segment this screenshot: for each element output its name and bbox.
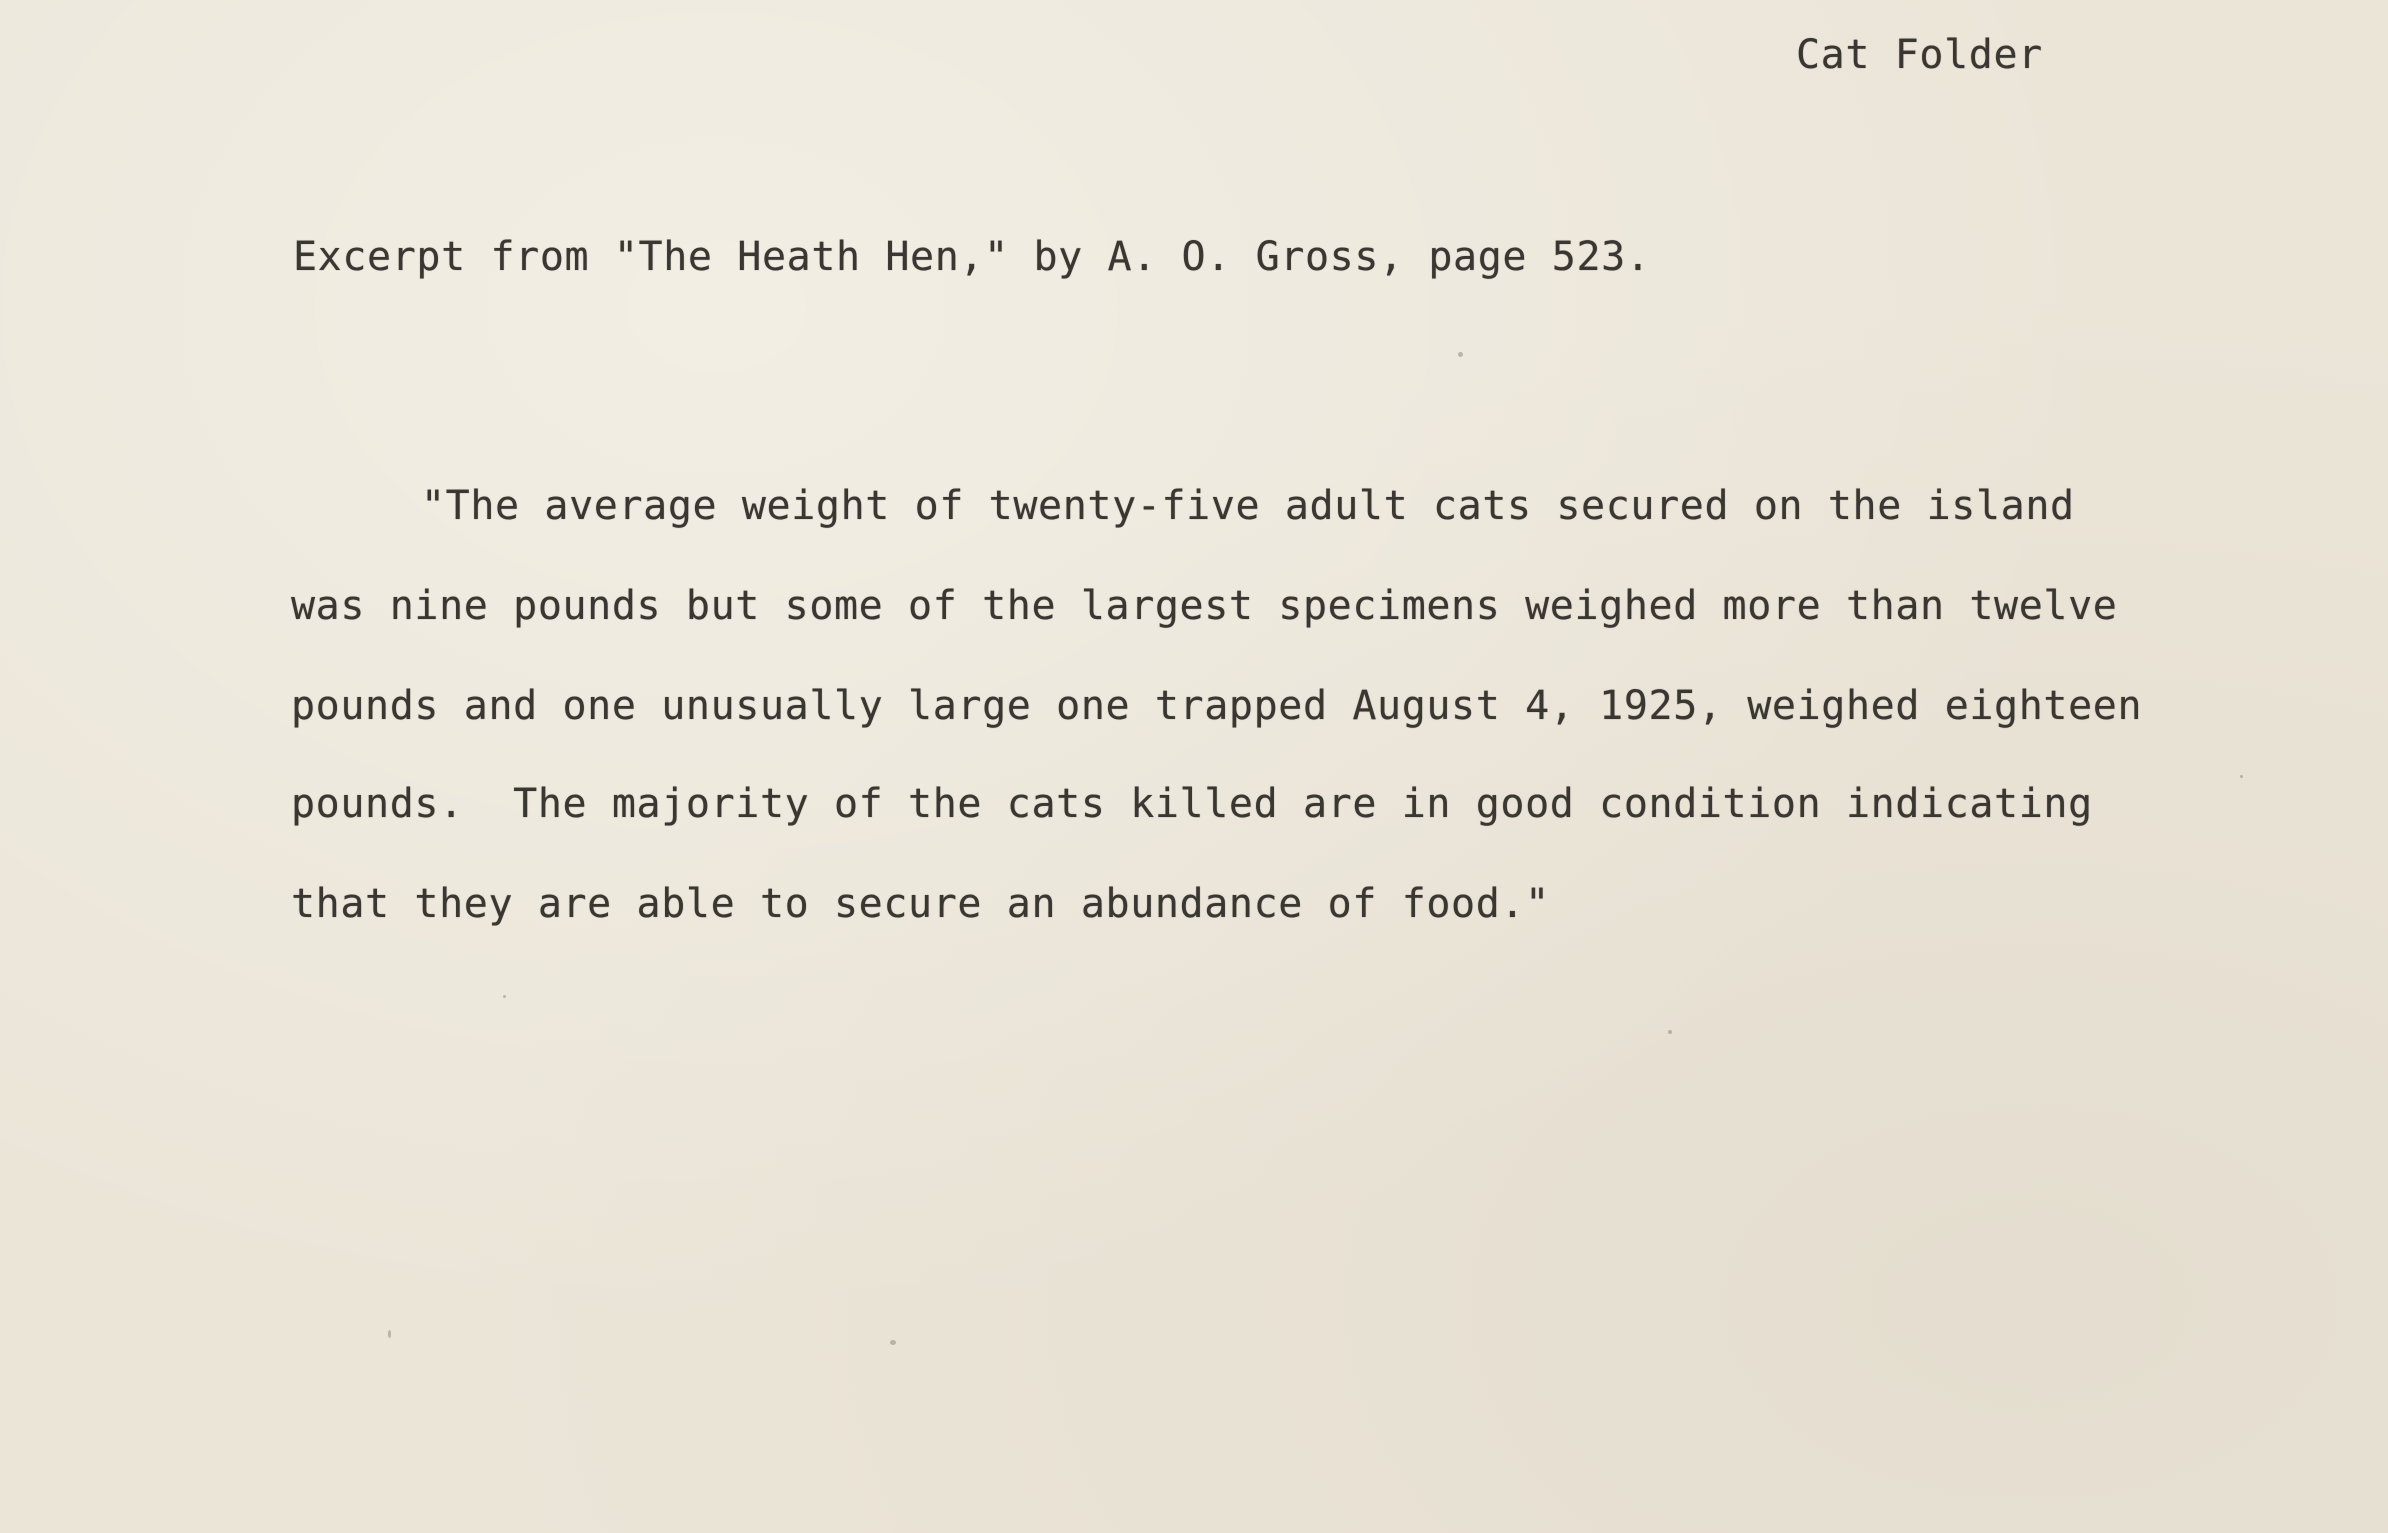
quote-line-4: pounds. The majority of the cats killed are in good condition indicating bbox=[291, 781, 2093, 827]
quote-line-2: was nine pounds but some of the largest specimens weighed more than twelve bbox=[291, 583, 2118, 629]
folder-label: Cat Folder bbox=[1796, 32, 2043, 78]
paper-speck bbox=[388, 1330, 391, 1338]
paper-speck bbox=[503, 995, 506, 998]
excerpt-heading: Excerpt from "The Heath Hen," by A. O. Gross, page 523. bbox=[293, 234, 1651, 280]
quote-line-1: "The average weight of twenty-five adult cats secured on the island bbox=[421, 483, 2075, 529]
paper-speck bbox=[890, 1340, 896, 1345]
paper-speck bbox=[1668, 1030, 1672, 1034]
paper-speck bbox=[2240, 775, 2243, 778]
quote-line-5: that they are able to secure an abundance of food." bbox=[291, 881, 1550, 927]
quote-line-3: pounds and one unusually large one trapped August 4, 1925, weighed eighteen bbox=[291, 683, 2143, 729]
paper-speck bbox=[1458, 352, 1463, 357]
